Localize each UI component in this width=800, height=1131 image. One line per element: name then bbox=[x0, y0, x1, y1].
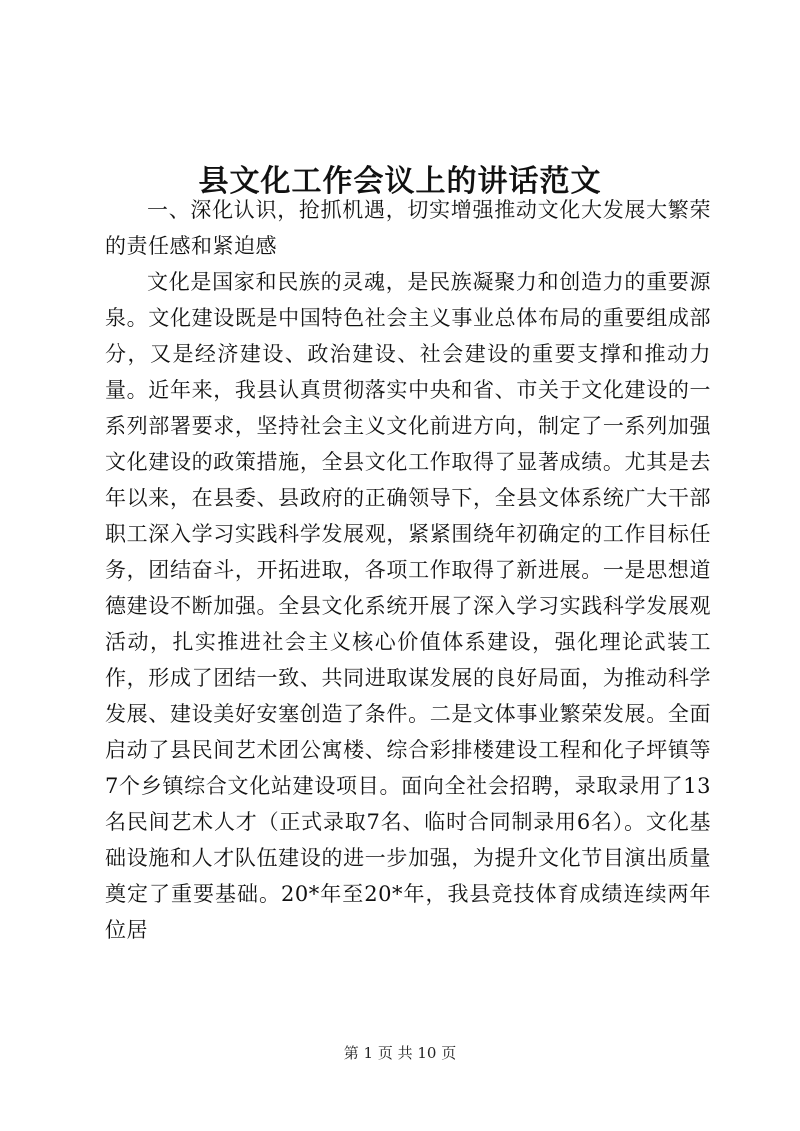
section-heading: 一、深化认识，抢抓机遇，切实增强推动文化大发展大繁荣的责任感和紧迫感 bbox=[105, 198, 711, 258]
page-title: 县文化工作会议上的讲话范文 bbox=[198, 164, 602, 200]
page-number-footer: 第 1 页 共 10 页 bbox=[343, 1044, 457, 1062]
body-paragraph: 文化是国家和民族的灵魂，是民族凝聚力和创造力的重要源泉。文化建设既是中国特色社会主义事业总体布局的重要组成部分，又是经济建设、政治建设、社会建设的重要支撑和推动力量。近年来，我县认真贯彻落实中央和省、市关于文化建设的一系列部署要求，坚持社会主义文化前进方向，制定了一系列加强文化建设的政策措施，全县文化工作取得了显著成绩。尤其是去年以来，在县委、县政府的正确领导下，全县文体系统广大干部职工深入学习实践科学发展观，紧紧围绕年初确定的工作目标任务，团结奋斗，开拓进取，各项工作取得了新进展。一是思想道德建设不断加强。全县文化系统开展了深入学习实践科学发展观活动，扎实推进社会主义核心价值体系建设，强化理论武装工作，形成了团结一致、共同进取谋发展的良好局面，为推动科学发展、建设美好安塞创造了条件。二是文体事业繁荣发展。全面启动了县民间艺术团公寓楼、综合彩排楼建设工程和化子坪镇等7个乡镇综合文化站建设项目。面向全社会招聘，录取录用了13名民间艺术人才（正式录取7名、临时合同制录用6名）。文化基础设施和人才队伍建设的进一步加强，为提升文化节目演出质量奠定了重要基础。20*年至20*年，我县竞技体育成绩连续两年位居 bbox=[105, 270, 711, 942]
